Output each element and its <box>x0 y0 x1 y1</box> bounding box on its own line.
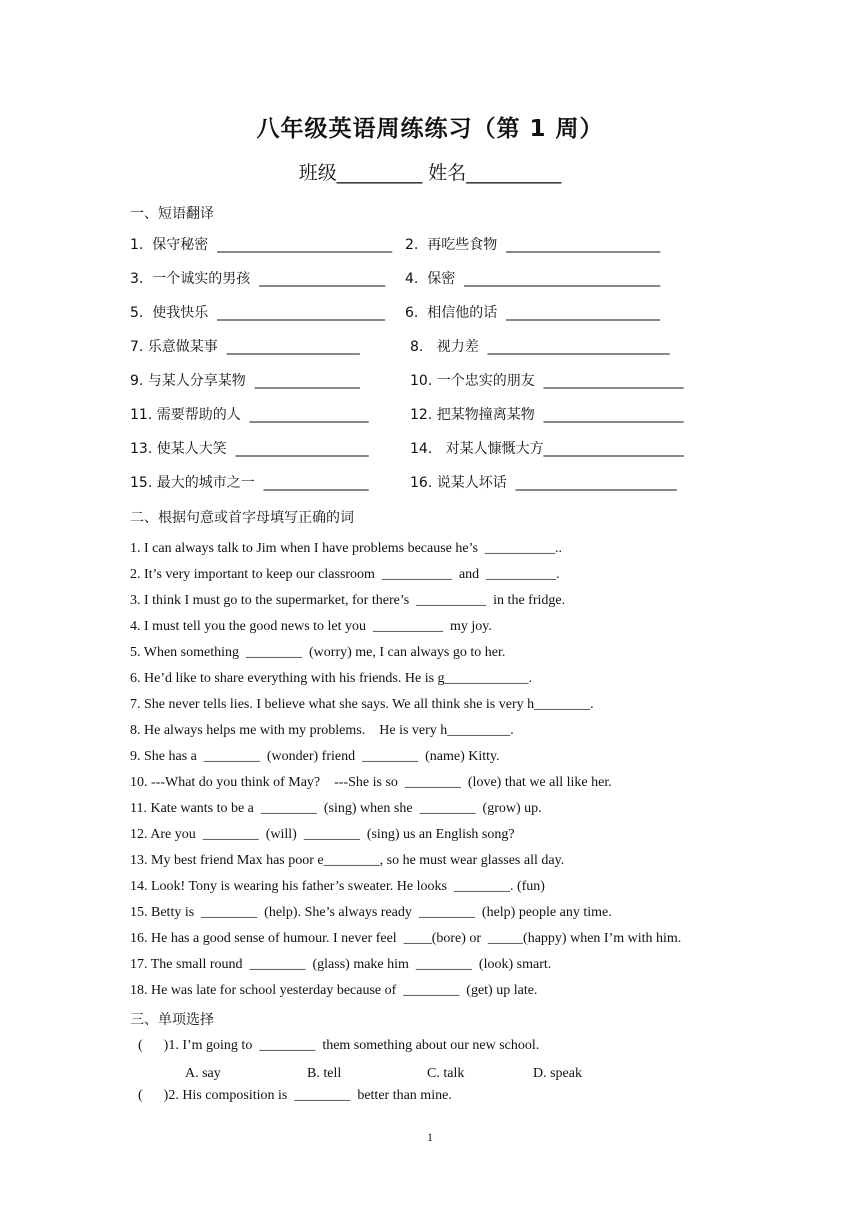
fill-sentence: 3. I think I must go to the supermarket, for there’s __________ in the fridge. <box>130 593 566 608</box>
section-heading-multiple-choice: 三、单项选择 <box>130 1012 214 1028</box>
phrase-item: 11. 需要帮助的人 _________________ <box>130 407 369 423</box>
fill-sentence: 7. She never tells lies. I believe what she says. We all think she is very h________. <box>130 697 594 712</box>
phrase-item: 15. 最大的城市之一 _______________ <box>130 475 369 491</box>
choice-question: ( )2. His composition is ________ better than mine. <box>138 1088 452 1103</box>
phrase-item: 6. 相信他的话 ______________________ <box>405 305 661 321</box>
phrase-item: 16. 说某人坏话 _______________________ <box>410 475 677 491</box>
fill-sentence: 10. ---What do you think of May? ---She is so ________ (love) that we all like her. <box>130 775 612 790</box>
fill-sentence: 18. He was late for school yesterday because of ________ (get) up late. <box>130 983 538 998</box>
fill-sentence: 14. Look! Tony is wearing his father’s sweater. He looks ________. (fun) <box>130 879 545 894</box>
fill-sentence: 5. When something ________ (worry) me, I can always go to her. <box>130 645 506 660</box>
fill-sentence: 13. My best friend Max has poor e________, so he must wear glasses all day. <box>130 853 565 868</box>
fill-sentence: 9. She has a ________ (wonder) friend ________ (name) Kitty. <box>130 749 500 764</box>
fill-sentence: 6. He’d like to share everything with his friends. He is g____________. <box>130 671 533 686</box>
page-number: 1 <box>427 1130 433 1144</box>
phrase-item: 14. 对某人慷慨大方____________________ <box>410 441 684 457</box>
phrase-item: 4. 保密 ____________________________ <box>405 271 661 287</box>
phrase-item: 9. 与某人分享某物 _______________ <box>130 373 360 389</box>
phrase-item: 2. 再吃些食物 ______________________ <box>405 237 661 253</box>
fill-sentence: 16. He has a good sense of humour. I never feel ____(bore) or _____(happy) when I’m with him. <box>130 931 682 946</box>
class-name-line: 班级_________ 姓名__________ <box>298 162 562 184</box>
fill-sentence: 15. Betty is ________ (help). She’s always ready ________ (help) people any time. <box>130 905 612 920</box>
phrase-item: 8. 视力差 __________________________ <box>410 339 670 355</box>
choice-option-b: B. tell <box>307 1066 342 1081</box>
phrase-item: 7. 乐意做某事 ___________________ <box>130 339 360 355</box>
section-heading-fill-in-words: 二、根据句意或首字母填写正确的词 <box>130 510 354 526</box>
phrase-item: 3. 一个诚实的男孩 __________________ <box>130 271 386 287</box>
fill-sentence: 12. Are you ________ (will) ________ (sing) us an English song? <box>130 827 515 842</box>
phrase-item: 10. 一个忠实的朋友 ____________________ <box>410 373 684 389</box>
section-heading-phrase-translation: 一、短语翻译 <box>130 206 214 222</box>
phrase-item: 13. 使某人大笑 ___________________ <box>130 441 369 457</box>
fill-sentence: 8. He always helps me with my problems. He is very h_________. <box>130 723 514 738</box>
fill-sentence: 2. It’s very important to keep our classroom __________ and __________. <box>130 567 560 582</box>
choice-option-c: C. talk <box>427 1066 465 1081</box>
page-title: 八年级英语周练练习（第 1 周） <box>256 116 604 142</box>
fill-sentence: 11. Kate wants to be a ________ (sing) when she ________ (grow) up. <box>130 801 542 816</box>
phrase-item: 12. 把某物撞离某物 ____________________ <box>410 407 684 423</box>
phrase-item: 1. 保守秘密 _________________________ <box>130 237 393 253</box>
choice-question: ( )1. I’m going to ________ them something about our new school. <box>138 1038 540 1053</box>
choice-option-a: A. say <box>185 1066 221 1081</box>
phrase-item: 5. 使我快乐 ________________________ <box>130 305 386 321</box>
fill-sentence: 1. I can always talk to Jim when I have problems because he’s __________.. <box>130 541 562 556</box>
fill-sentence: 17. The small round ________ (glass) make him ________ (look) smart. <box>130 957 552 972</box>
choice-option-d: D. speak <box>533 1066 582 1081</box>
fill-sentence: 4. I must tell you the good news to let you __________ my joy. <box>130 619 492 634</box>
